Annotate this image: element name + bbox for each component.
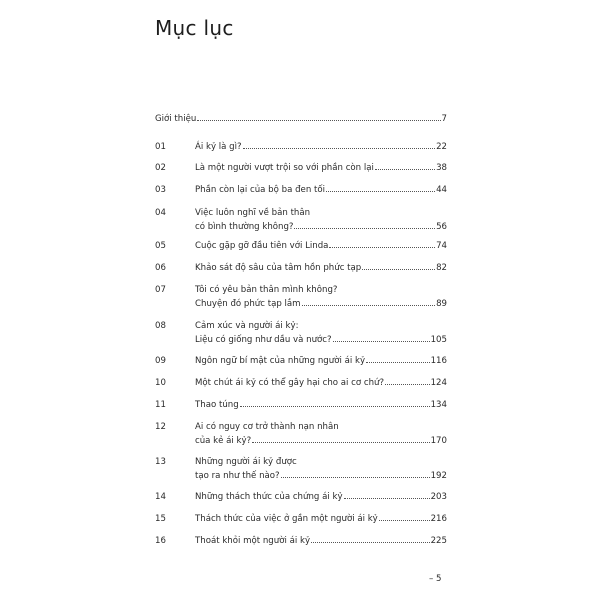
page-title: Mục lục — [155, 16, 234, 40]
chapter-number: 03 — [155, 185, 166, 195]
toc-entry-title: Là một người vượt trội so với phần còn lại — [195, 163, 374, 173]
dot-leader — [326, 191, 435, 192]
chapter-number: 13 — [155, 457, 166, 467]
toc-entry-title-continued: có bình thường không? — [195, 222, 294, 232]
toc-page-number: 82 — [436, 263, 447, 273]
toc-page-number: 89 — [436, 299, 447, 309]
toc-page-number: 170 — [430, 436, 447, 446]
dot-leader — [329, 247, 435, 248]
toc-page-number: 105 — [430, 335, 447, 345]
dot-leader — [366, 362, 430, 363]
toc-entry-title: Thoát khỏi một người ái kỷ — [195, 536, 311, 546]
toc-entry-title-continued: tạo ra như thế nào? — [195, 471, 280, 481]
chapter-number: 11 — [155, 400, 166, 410]
chapter-number: 05 — [155, 241, 166, 251]
chapter-number: 12 — [155, 422, 166, 432]
chapter-number: 08 — [155, 321, 166, 331]
toc-page-number: 56 — [436, 222, 447, 232]
toc-entry-title: Việc luôn nghĩ về bản thân — [195, 208, 311, 218]
toc-entry-title: Phần còn lại của bộ ba đen tối — [195, 185, 326, 195]
dot-leader — [281, 477, 430, 478]
toc-page-number: 124 — [430, 378, 447, 388]
dot-leader — [311, 542, 430, 543]
toc-entry-title: Tôi có yêu bản thân mình không? — [195, 285, 338, 295]
chapter-number: 14 — [155, 492, 166, 502]
dot-leader — [375, 169, 435, 170]
dot-leader — [379, 520, 430, 521]
toc-page-number: 134 — [430, 400, 447, 410]
dot-leader — [240, 406, 430, 407]
toc-page-number: 22 — [436, 142, 447, 152]
toc-entry-title: Khảo sát độ sâu của tâm hồn phức tạp — [195, 263, 362, 273]
dot-leader — [197, 120, 440, 121]
dot-leader — [252, 442, 429, 443]
chapter-number: 04 — [155, 208, 166, 218]
chapter-number: 09 — [155, 356, 166, 366]
dot-leader — [302, 305, 436, 306]
toc-entry-title: Những người ái kỷ được — [195, 457, 297, 467]
page-folio: – 5 — [429, 574, 442, 584]
toc-page-number: 7 — [441, 114, 447, 124]
toc-entry-title: Giới thiệu — [155, 114, 197, 124]
toc-page-number: 116 — [430, 356, 447, 366]
toc-entry-title: Cảm xúc và người ái kỷ: — [195, 321, 299, 331]
chapter-number: 16 — [155, 536, 166, 546]
toc-entry-title-continued: Liệu có giống như dầu và nước? — [195, 335, 332, 345]
toc-page-number: 74 — [436, 241, 447, 251]
toc-entry-title: Những thách thức của chứng ái kỷ — [195, 492, 343, 502]
toc-page-number: 38 — [436, 163, 447, 173]
toc-entry-title: Một chút ái kỷ có thể gây hại cho ai cơ chứ? — [195, 378, 385, 388]
dot-leader — [243, 148, 435, 149]
chapter-number: 01 — [155, 142, 166, 152]
chapter-number: 02 — [155, 163, 166, 173]
dot-leader — [294, 228, 435, 229]
toc-entry-title: Ái kỷ là gì? — [195, 142, 242, 152]
toc-entry-title: Ai có nguy cơ trở thành nạn nhân — [195, 422, 339, 432]
toc-entry-title: Cuộc gặp gỡ đầu tiên với Linda — [195, 241, 329, 251]
chapter-number: 10 — [155, 378, 166, 388]
toc-page-number: 225 — [430, 536, 447, 546]
dot-leader — [385, 384, 430, 385]
chapter-number: 07 — [155, 285, 166, 295]
toc-page-number: 44 — [436, 185, 447, 195]
chapter-number: 06 — [155, 263, 166, 273]
toc-page-number: 216 — [430, 514, 447, 524]
toc-entry-title: Thách thức của việc ở gần một người ái kỷ — [195, 514, 378, 524]
toc-page-number: 192 — [430, 471, 447, 481]
toc-page-number: 203 — [430, 492, 447, 502]
chapter-number: 15 — [155, 514, 166, 524]
dot-leader — [344, 498, 430, 499]
toc-entry-title: Ngôn ngữ bí mật của những người ái kỷ — [195, 356, 366, 366]
dot-leader — [362, 269, 435, 270]
toc-entry-title-continued: Chuyện đó phức tạp lắm — [195, 299, 301, 309]
toc-entry-title: Thao túng — [195, 400, 239, 410]
toc-entry-title-continued: của kẻ ái kỷ? — [195, 436, 252, 446]
dot-leader — [333, 341, 430, 342]
